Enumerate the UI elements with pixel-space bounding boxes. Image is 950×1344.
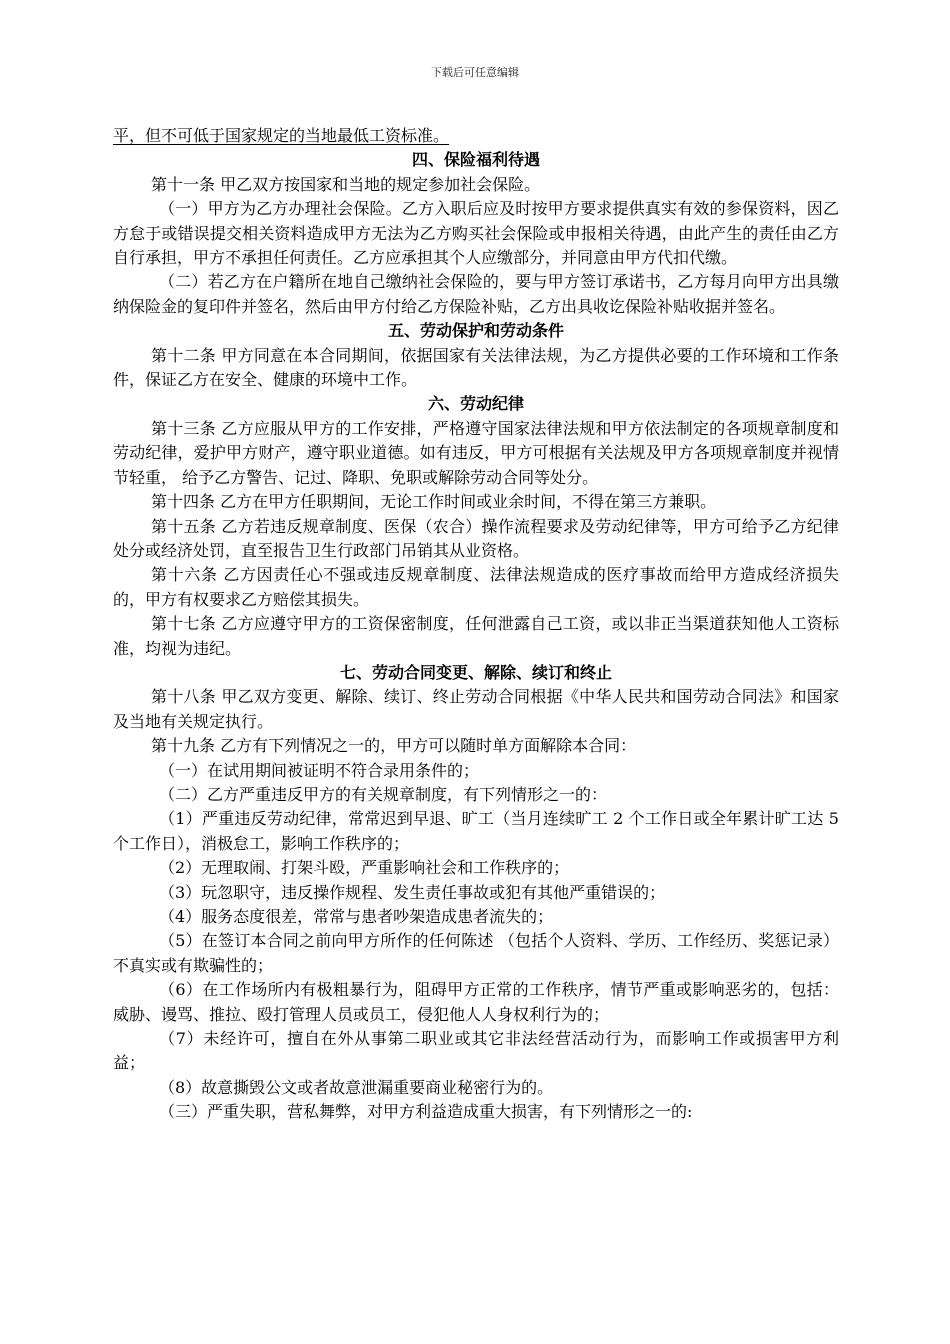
article-19-subitem-4: （4）服务态度很差，常常与患者吵架造成患者流失的； [159, 907, 554, 926]
article-19-subitem-6: （6）在工作场所内有极粗暴行为，阻碍甲方正常的工作秩序，情节严重或影响恶劣的，包括：威胁、谩骂、推拉、殴打管理人员或员工，侵犯他人人身权利行为的； [113, 980, 839, 1024]
contract-body [113, 124, 839, 1125]
article-19-subitem-5: （5）在签订本合同之前向甲方所作的任何陈述 （包括个人资料、学历、工作经历、奖惩记录） 不真实或有欺骗性的； [113, 931, 839, 975]
article-19-item-2: （二）乙方严重违反甲方的有关规章制度，有下列情形之一的： [159, 784, 608, 804]
paragraph-continued: 平，但不可低于国家规定的当地最低工资标准。 [113, 126, 450, 145]
section-heading-4: 四、保险福利待遇 [411, 150, 540, 170]
article-18: 第十八条 甲乙双方变更、解除、续订、终止劳动合同根据《中华人民共和国劳动合同法》和国家及当地有关规定执行。 [113, 687, 839, 731]
article-19-subitem-2: （2）无理取闹、打架斗殴，严重影响社会和工作秩序的； [159, 858, 570, 878]
article-19-item-1: （一）在试用期间被证明不符合录用条件的； [159, 760, 480, 780]
article-19-item-3: （三）严重失职，营私舞弊，对甲方利益造成重大损害，有下列情形之一的: [159, 1102, 693, 1122]
article-16: 第十六条 乙方因责任心不强或违反规章制度、法律法规造成的医疗事故而给甲方造成经济损失的，甲方有权要求乙方赔偿其损失。 [113, 565, 839, 609]
article-19-subitem-3: （3）玩忽职守，违反操作规程、发生责任事故或犯有其他严重错误的； [159, 882, 666, 902]
article-12: 第十二条 甲方同意在本合同期间，依据国家有关法律法规，为乙方提供必要的工作环境和工作条件，保证乙方在安全、健康的环境中工作。 [113, 345, 839, 390]
article-19-subitem-8: （8）故意撕毁公文或者故意泄漏重要商业秘密行为的。 [159, 1077, 554, 1097]
article-19-subitem-7: （7）未经许可，擅自在外从事第二职业或其它非法经营活动行为，而影响工作或损害甲方利益； [113, 1029, 839, 1073]
page-header-note: 下载后可任意编辑 [431, 66, 519, 79]
section-heading-7: 七、劳动合同变更、解除、续订和终止 [339, 662, 612, 682]
section-heading-6: 六、劳动纪律 [427, 394, 524, 414]
article-14: 第十四条 乙方在甲方任职期间，无论工作时间或业余时间，不得在第三方兼职。 [151, 492, 717, 512]
article-11-item-1: （一）甲方为乙方办理社会保险。乙方入职后应及时按甲方要求提供真实有效的参保资料，因乙方怠于或错误提交相关资料造成甲方无法为乙方购买社会保险或申报相关待遇，由此产生的责任由乙方自行承担，甲方不承担任何责任。乙方应承担其个人应缴部分，并同意由甲方代扣代缴。 [113, 199, 839, 268]
article-19-subitem-1: （1）严重违反劳动纪律，常常迟到早退、旷工（当月连续旷工 2 个工作日或全年累计旷工达 5 个工作日），消极怠工，影响工作秩序的； [113, 809, 839, 853]
article-15: 第十五条 乙方若违反规章制度、医保（农合）操作流程要求及劳动纪律等，甲方可给予乙方纪律处分或经济处罚，直至报告卫生行政部门吊销其从业资格。 [113, 516, 839, 560]
article-11: 第十一条 甲乙双方按国家和当地的规定参加社会保险。 [151, 174, 541, 194]
section-heading-5: 五、劳动保护和劳动条件 [387, 321, 564, 341]
article-17: 第十七条 乙方应遵守甲方的工资保密制度，任何泄露自己工资，或以非正当渠道获知他人工资标准，均视为违纪。 [113, 614, 839, 658]
article-13: 第十三条 乙方应服从甲方的工作安排，严格遵守国家法律法规和甲方依法制定的各项规章制度和劳动纪律，爱护甲方财产，遵守职业道德。如有违反，甲方可根据有关法规及甲方各项规章制度并视情节轻重， 给予乙方警告、记过、降职、免职或解除劳动合同等处分。 [113, 418, 839, 487]
article-11-item-2: （二）若乙方在户籍所在地自己缴纳社会保险的，要与甲方签订承诺书，乙方每月向甲方出具缴纳保险金的复印件并签名，然后由甲方付给乙方保险补贴，乙方出具收讫保险补贴收据并签名。 [113, 272, 839, 316]
article-19: 第十九条 乙方有下列情况之一的，甲方可以随时单方面解除本合同： [151, 736, 637, 756]
